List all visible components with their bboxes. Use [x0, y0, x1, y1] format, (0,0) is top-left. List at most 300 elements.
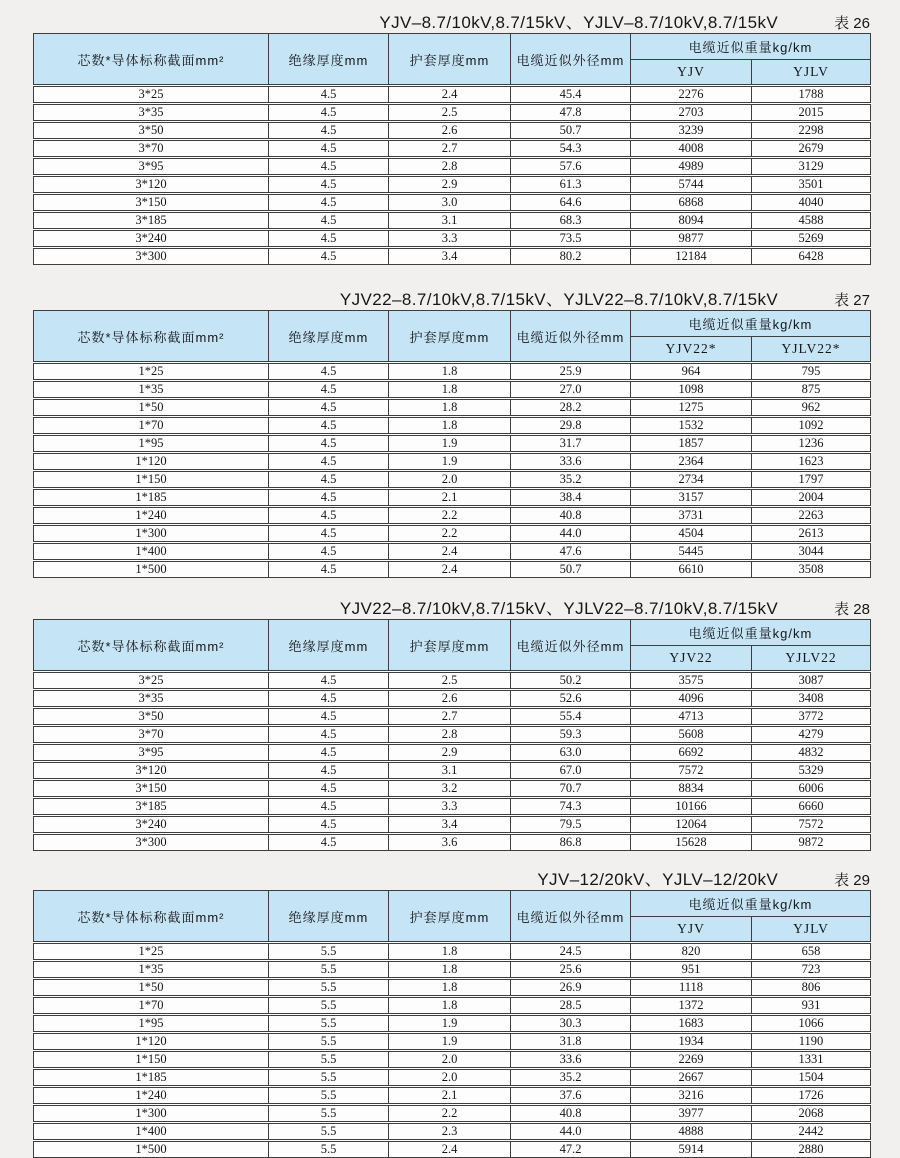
table-row — [34, 543, 871, 561]
table-cell: 3*35 — [34, 104, 269, 122]
table-cell: 4040 — [752, 194, 871, 212]
table-cell: 24.5 — [511, 943, 631, 961]
table-cell: 658 — [752, 943, 871, 961]
table-cell: 7572 — [752, 816, 871, 834]
table-cell: 2.0 — [389, 1051, 511, 1069]
table-cell: 4.5 — [269, 543, 389, 561]
table-cell: 2.0 — [389, 1069, 511, 1087]
table-row — [34, 1051, 871, 1069]
table-cell: 5.5 — [269, 997, 389, 1015]
table-cell: 5914 — [631, 1141, 752, 1158]
table-row — [34, 104, 871, 122]
table-cell: 1190 — [752, 1033, 871, 1051]
table-cell: 2.3 — [389, 1123, 511, 1141]
table-cell: 4.5 — [269, 744, 389, 762]
table-cell: 1066 — [752, 1015, 871, 1033]
table-cell: 2613 — [752, 525, 871, 543]
table-cell: 12184 — [631, 248, 752, 265]
table-cell: 2880 — [752, 1141, 871, 1158]
table-row — [34, 525, 871, 543]
table-cell: 2.1 — [389, 1087, 511, 1105]
table26-header-weight: 电缆近似重量kg/km — [631, 34, 871, 60]
table-cell: 1*70 — [34, 417, 269, 435]
table-cell: 26.9 — [511, 979, 631, 997]
table28-body — [34, 672, 871, 851]
table-cell: 1*240 — [34, 507, 269, 525]
table-cell: 4096 — [631, 690, 752, 708]
table28-header-insulation: 绝缘厚度mm — [269, 620, 389, 672]
table-cell: 1*120 — [34, 1033, 269, 1051]
table-cell: 1*50 — [34, 979, 269, 997]
table-cell: 28.2 — [511, 399, 631, 417]
table-cell: 4.5 — [269, 762, 389, 780]
table-cell: 1*35 — [34, 381, 269, 399]
table26-title: YJV–8.7/10kV,8.7/15kV、YJLV–8.7/10kV,8.7/15kV — [379, 13, 779, 32]
table-cell: 4.5 — [269, 780, 389, 798]
table-cell: 4.5 — [269, 489, 389, 507]
table-cell: 4.5 — [269, 708, 389, 726]
table-cell: 2263 — [752, 507, 871, 525]
table-row — [34, 417, 871, 435]
table-cell: 1331 — [752, 1051, 871, 1069]
table-cell: 4.5 — [269, 86, 389, 104]
table-row — [34, 979, 871, 997]
table-cell: 4.5 — [269, 381, 389, 399]
table-row — [34, 471, 871, 489]
table28-header-sub1: YJV22 — [631, 646, 752, 672]
table26-title-row — [33, 8, 870, 30]
table-cell: 1*120 — [34, 453, 269, 471]
table-cell: 1683 — [631, 1015, 752, 1033]
table-cell: 1.8 — [389, 381, 511, 399]
table-cell: 3.6 — [389, 834, 511, 851]
table-cell: 70.7 — [511, 780, 631, 798]
table-cell: 1*240 — [34, 1087, 269, 1105]
table27-title: YJV22–8.7/10kV,8.7/15kV、YJLV22–8.7/10kV,8.7/15kV — [339, 290, 779, 309]
table-cell: 820 — [631, 943, 752, 961]
table28-title-row — [33, 594, 870, 616]
table-cell: 2364 — [631, 453, 752, 471]
table-cell: 3216 — [631, 1087, 752, 1105]
table-cell: 2667 — [631, 1069, 752, 1087]
table-cell: 3575 — [631, 672, 752, 690]
table-row — [34, 176, 871, 194]
table-row — [34, 158, 871, 176]
table-cell: 1*70 — [34, 997, 269, 1015]
table-cell: 8094 — [631, 212, 752, 230]
table-cell: 3772 — [752, 708, 871, 726]
table-cell: 8834 — [631, 780, 752, 798]
table-cell: 1*400 — [34, 1123, 269, 1141]
table27-header-insulation: 绝缘厚度mm — [269, 311, 389, 363]
table28 — [33, 619, 871, 851]
table-cell: 3*240 — [34, 230, 269, 248]
table29-header-weight: 电缆近似重量kg/km — [631, 891, 871, 917]
table-cell: 2.8 — [389, 158, 511, 176]
table-cell: 1*300 — [34, 1105, 269, 1123]
table-cell: 4.5 — [269, 417, 389, 435]
table-cell: 1*150 — [34, 471, 269, 489]
table-cell: 3501 — [752, 176, 871, 194]
table29-header-sub1: YJV — [631, 917, 752, 943]
table-row — [34, 708, 871, 726]
table-cell: 2.2 — [389, 525, 511, 543]
table-cell: 1*185 — [34, 1069, 269, 1087]
table-cell: 1092 — [752, 417, 871, 435]
table-cell: 2.0 — [389, 471, 511, 489]
table-cell: 73.5 — [511, 230, 631, 248]
table-cell: 1.8 — [389, 979, 511, 997]
table-cell: 2442 — [752, 1123, 871, 1141]
table-cell: 1504 — [752, 1069, 871, 1087]
table27-header-weight: 电缆近似重量kg/km — [631, 311, 871, 337]
table-cell: 12064 — [631, 816, 752, 834]
table-cell: 2.5 — [389, 672, 511, 690]
table-cell: 723 — [752, 961, 871, 979]
table-cell: 5.5 — [269, 1015, 389, 1033]
table-cell: 50.7 — [511, 122, 631, 140]
table29-header-size: 芯数*导体标称截面mm² — [34, 891, 269, 943]
table-cell: 3.1 — [389, 762, 511, 780]
table-cell: 47.6 — [511, 543, 631, 561]
table-cell: 5329 — [752, 762, 871, 780]
table-cell: 50.2 — [511, 672, 631, 690]
table-row — [34, 453, 871, 471]
table-cell: 2004 — [752, 489, 871, 507]
table-cell: 1*150 — [34, 1051, 269, 1069]
table-cell: 3977 — [631, 1105, 752, 1123]
table-row — [34, 816, 871, 834]
table-cell: 3*50 — [34, 708, 269, 726]
table-cell: 3508 — [752, 561, 871, 578]
table-cell: 1857 — [631, 435, 752, 453]
table-cell: 25.9 — [511, 363, 631, 381]
table-cell: 3*25 — [34, 86, 269, 104]
table-row — [34, 762, 871, 780]
table-cell: 5.5 — [269, 1069, 389, 1087]
table-row — [34, 780, 871, 798]
table-cell: 3*185 — [34, 212, 269, 230]
table-cell: 4279 — [752, 726, 871, 744]
table-cell: 15628 — [631, 834, 752, 851]
table-cell: 3*70 — [34, 140, 269, 158]
table-cell: 4.5 — [269, 561, 389, 578]
table-cell: 2068 — [752, 1105, 871, 1123]
table-cell: 2.9 — [389, 176, 511, 194]
table-cell: 4.5 — [269, 176, 389, 194]
table29-header-sub2: YJLV — [752, 917, 871, 943]
table-row — [34, 399, 871, 417]
table27-header-sub2: YJLV22* — [752, 337, 871, 363]
table-cell: 38.4 — [511, 489, 631, 507]
table-cell: 931 — [752, 997, 871, 1015]
table29-title-row — [33, 865, 870, 887]
table-cell: 25.6 — [511, 961, 631, 979]
table27-body — [34, 363, 871, 578]
table-cell: 1.8 — [389, 417, 511, 435]
table-cell: 3087 — [752, 672, 871, 690]
table-row — [34, 1141, 871, 1158]
table-cell: 1*25 — [34, 363, 269, 381]
table-cell: 1*95 — [34, 435, 269, 453]
table-cell: 2.8 — [389, 726, 511, 744]
table-cell: 61.3 — [511, 176, 631, 194]
table-cell: 5608 — [631, 726, 752, 744]
table-cell: 1372 — [631, 997, 752, 1015]
table28-title: YJV22–8.7/10kV,8.7/15kV、YJLV22–8.7/10kV,8.7/15kV — [339, 599, 779, 618]
table-cell: 6428 — [752, 248, 871, 265]
table-row — [34, 997, 871, 1015]
table-cell: 3731 — [631, 507, 752, 525]
table-cell: 9877 — [631, 230, 752, 248]
table-cell: 1236 — [752, 435, 871, 453]
table-cell: 4.5 — [269, 471, 389, 489]
table-cell: 4.5 — [269, 435, 389, 453]
table-cell: 1623 — [752, 453, 871, 471]
table-cell: 1726 — [752, 1087, 871, 1105]
table-cell: 3*300 — [34, 834, 269, 851]
table-cell: 3408 — [752, 690, 871, 708]
table-cell: 44.0 — [511, 525, 631, 543]
table-cell: 5269 — [752, 230, 871, 248]
table-row — [34, 744, 871, 762]
table-cell: 2734 — [631, 471, 752, 489]
table-cell: 1*500 — [34, 561, 269, 578]
table-cell: 50.7 — [511, 561, 631, 578]
table-cell: 964 — [631, 363, 752, 381]
table27-header-diameter: 电缆近似外径mm — [511, 311, 631, 363]
table28-header-diameter: 电缆近似外径mm — [511, 620, 631, 672]
table-row — [34, 1015, 871, 1033]
table-cell: 2.9 — [389, 744, 511, 762]
table-cell: 795 — [752, 363, 871, 381]
table-cell: 4.5 — [269, 158, 389, 176]
table-cell: 6868 — [631, 194, 752, 212]
table27-header-size: 芯数*导体标称截面mm² — [34, 311, 269, 363]
table27-title-row — [33, 285, 870, 307]
table-cell: 4713 — [631, 708, 752, 726]
table-cell: 1275 — [631, 399, 752, 417]
table-cell: 5744 — [631, 176, 752, 194]
table-row — [34, 1123, 871, 1141]
table-cell: 3044 — [752, 543, 871, 561]
table-cell: 6610 — [631, 561, 752, 578]
table-cell: 5.5 — [269, 1141, 389, 1158]
table29-title: YJV–12/20kV、YJLV–12/20kV — [537, 870, 779, 889]
table-row — [34, 690, 871, 708]
table26-header-sheath: 护套厚度mm — [389, 34, 511, 86]
table-cell: 4.5 — [269, 726, 389, 744]
table-cell: 1788 — [752, 86, 871, 104]
table-cell: 4.5 — [269, 816, 389, 834]
table-cell: 3239 — [631, 122, 752, 140]
table-cell: 5.5 — [269, 961, 389, 979]
table29 — [33, 890, 871, 1158]
table-row — [34, 961, 871, 979]
table26-header-size: 芯数*导体标称截面mm² — [34, 34, 269, 86]
table-cell: 54.3 — [511, 140, 631, 158]
table-cell: 4.5 — [269, 140, 389, 158]
table-cell: 806 — [752, 979, 871, 997]
table-cell: 2.7 — [389, 708, 511, 726]
table28-header-sub2: YJLV22 — [752, 646, 871, 672]
table-cell: 4.5 — [269, 399, 389, 417]
table-cell: 3.3 — [389, 230, 511, 248]
table-cell: 1*500 — [34, 1141, 269, 1158]
table-cell: 6660 — [752, 798, 871, 816]
table-row — [34, 726, 871, 744]
table-row — [34, 435, 871, 453]
table-cell: 1098 — [631, 381, 752, 399]
table-cell: 3.4 — [389, 816, 511, 834]
table-cell: 64.6 — [511, 194, 631, 212]
table-cell: 3.3 — [389, 798, 511, 816]
table-cell: 31.8 — [511, 1033, 631, 1051]
table-cell: 1.9 — [389, 435, 511, 453]
table-cell: 1.8 — [389, 399, 511, 417]
table-cell: 4.5 — [269, 104, 389, 122]
table-cell: 2.5 — [389, 104, 511, 122]
table-cell: 67.0 — [511, 762, 631, 780]
table-cell: 40.8 — [511, 1105, 631, 1123]
table-cell: 4.5 — [269, 690, 389, 708]
table-cell: 4.5 — [269, 230, 389, 248]
table-cell: 1.8 — [389, 363, 511, 381]
table-row — [34, 194, 871, 212]
table-cell: 4.5 — [269, 798, 389, 816]
table-cell: 4.5 — [269, 194, 389, 212]
table-cell: 1*185 — [34, 489, 269, 507]
table-cell: 3*35 — [34, 690, 269, 708]
table-cell: 1*300 — [34, 525, 269, 543]
table-cell: 29.8 — [511, 417, 631, 435]
table-row — [34, 248, 871, 265]
table-cell: 4.5 — [269, 507, 389, 525]
table-cell: 3*150 — [34, 780, 269, 798]
table-cell: 2.6 — [389, 690, 511, 708]
table-cell: 3*95 — [34, 744, 269, 762]
table-row — [34, 672, 871, 690]
table-cell: 1.9 — [389, 1015, 511, 1033]
table-cell: 30.3 — [511, 1015, 631, 1033]
table-cell: 3*185 — [34, 798, 269, 816]
table-cell: 875 — [752, 381, 871, 399]
table-row — [34, 561, 871, 578]
table29-body — [34, 943, 871, 1158]
table-row — [34, 212, 871, 230]
table-cell: 2.6 — [389, 122, 511, 140]
table28-header-size: 芯数*导体标称截面mm² — [34, 620, 269, 672]
table27-header-sub1: YJV22* — [631, 337, 752, 363]
table-cell: 2015 — [752, 104, 871, 122]
table-cell: 1*25 — [34, 943, 269, 961]
table-row — [34, 140, 871, 158]
table-cell: 951 — [631, 961, 752, 979]
table-cell: 3157 — [631, 489, 752, 507]
table-cell: 1.9 — [389, 453, 511, 471]
table-cell: 2.2 — [389, 1105, 511, 1123]
table-cell: 2.4 — [389, 1141, 511, 1158]
table-cell: 5.5 — [269, 1033, 389, 1051]
table-cell: 4.5 — [269, 672, 389, 690]
table-row — [34, 834, 871, 851]
table-cell: 4989 — [631, 158, 752, 176]
table-cell: 33.6 — [511, 453, 631, 471]
table-row — [34, 1033, 871, 1051]
table-cell: 5.5 — [269, 1051, 389, 1069]
table29-number: 表 29 — [834, 872, 870, 889]
table28-number: 表 28 — [834, 601, 870, 618]
table-cell: 3*120 — [34, 762, 269, 780]
table-cell: 5.5 — [269, 1123, 389, 1141]
table26 — [33, 33, 871, 265]
table-cell: 3.1 — [389, 212, 511, 230]
table-cell: 5.5 — [269, 979, 389, 997]
table-cell: 1934 — [631, 1033, 752, 1051]
table-cell: 3.2 — [389, 780, 511, 798]
table-cell: 1.8 — [389, 943, 511, 961]
table-cell: 3*120 — [34, 176, 269, 194]
table-cell: 3*240 — [34, 816, 269, 834]
table-cell: 4504 — [631, 525, 752, 543]
table-cell: 1532 — [631, 417, 752, 435]
table-cell: 2298 — [752, 122, 871, 140]
table-cell: 3*150 — [34, 194, 269, 212]
table-cell: 9872 — [752, 834, 871, 851]
table-cell: 4.5 — [269, 122, 389, 140]
table-cell: 3*70 — [34, 726, 269, 744]
table-row — [34, 943, 871, 961]
table29-header-diameter: 电缆近似外径mm — [511, 891, 631, 943]
table-cell: 2703 — [631, 104, 752, 122]
table-cell: 44.0 — [511, 1123, 631, 1141]
table-cell: 1.8 — [389, 997, 511, 1015]
table-cell: 1.8 — [389, 961, 511, 979]
table-cell: 1.9 — [389, 1033, 511, 1051]
table-cell: 2.4 — [389, 86, 511, 104]
table-row — [34, 489, 871, 507]
table-cell: 5.5 — [269, 1105, 389, 1123]
table-row — [34, 230, 871, 248]
table26-header-diameter: 电缆近似外径mm — [511, 34, 631, 86]
table-cell: 4.5 — [269, 363, 389, 381]
table26-header-sub1: YJV — [631, 60, 752, 86]
table-cell: 4832 — [752, 744, 871, 762]
table-cell: 74.3 — [511, 798, 631, 816]
table-cell: 4.5 — [269, 212, 389, 230]
table-cell: 2.4 — [389, 543, 511, 561]
table-cell: 1*400 — [34, 543, 269, 561]
table29-header-insulation: 绝缘厚度mm — [269, 891, 389, 943]
table26-body — [34, 86, 871, 265]
table-row — [34, 381, 871, 399]
table-cell: 35.2 — [511, 1069, 631, 1087]
table-cell: 45.4 — [511, 86, 631, 104]
table-row — [34, 86, 871, 104]
table-cell: 1797 — [752, 471, 871, 489]
table27-header-sheath: 护套厚度mm — [389, 311, 511, 363]
table-cell: 6692 — [631, 744, 752, 762]
table27 — [33, 310, 871, 578]
table-cell: 4.5 — [269, 834, 389, 851]
table-cell: 2.4 — [389, 561, 511, 578]
table-cell: 3*50 — [34, 122, 269, 140]
table-cell: 4588 — [752, 212, 871, 230]
table-cell: 28.5 — [511, 997, 631, 1015]
table-cell: 80.2 — [511, 248, 631, 265]
table-cell: 7572 — [631, 762, 752, 780]
table-cell: 1*95 — [34, 1015, 269, 1033]
